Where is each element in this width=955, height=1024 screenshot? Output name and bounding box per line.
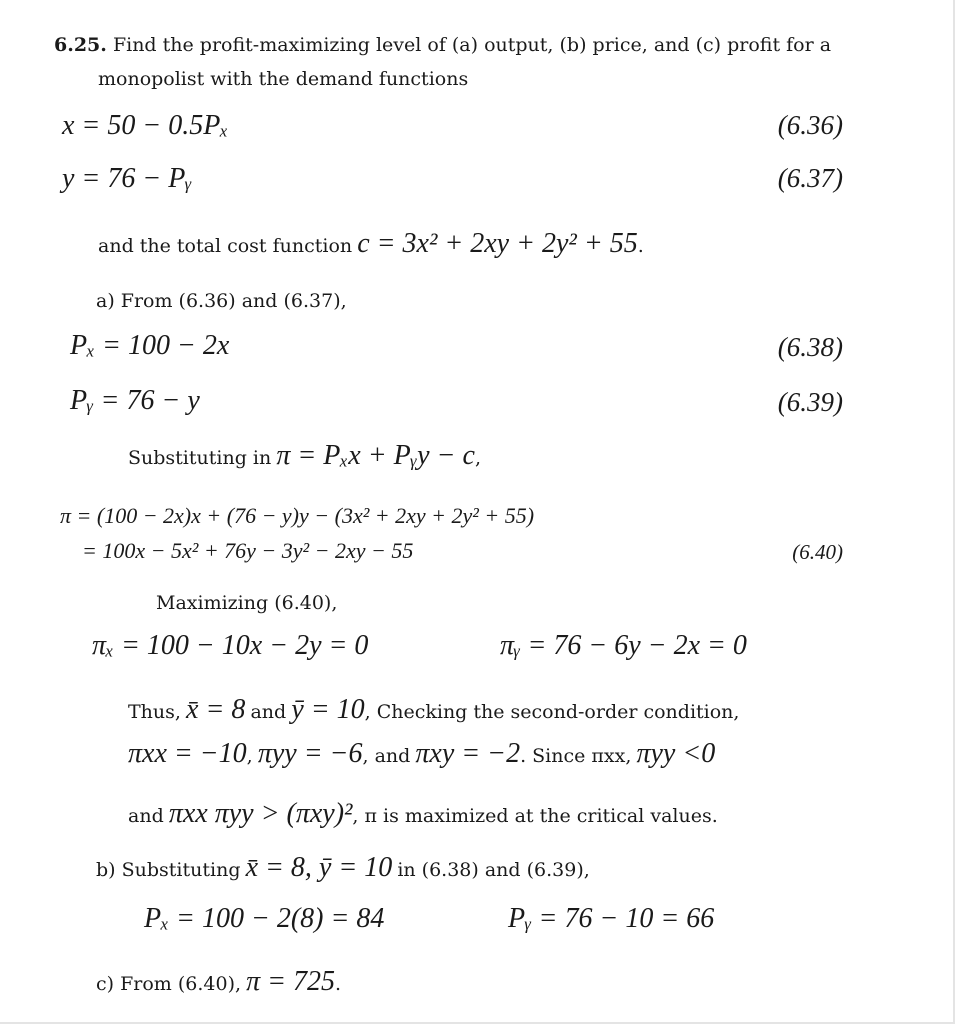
substituting-line: [128, 440, 481, 472]
demand-x-equation: x = 50 − 0.5Pₓ: [62, 110, 229, 141]
part-c-intro: c) From (6.40),: [96, 973, 242, 995]
profit-expansion-line1: π = (100 − 2x)x + (76 − y)y − (3x² + 2xy + 2y² + 55): [60, 503, 535, 528]
pixy-value: πxy = −2: [415, 738, 521, 769]
part-b-suffix: in (6.38) and (6.39),: [397, 859, 590, 881]
part-c-period: .: [335, 973, 342, 995]
profit-expansion-line2: = 100x − 5x² + 76y − 3y² − 2xy − 55: [82, 538, 414, 563]
critical-values: x̄ = 8, ȳ = 10: [245, 852, 393, 883]
problem-statement-line2: monopolist with the demand functions: [98, 68, 469, 90]
maximizing-label: Maximizing (6.40),: [156, 592, 338, 614]
foc-x-equation: πₓ = 100 − 10x − 2y = 0: [92, 630, 369, 661]
piyy-value: πyy = −6: [257, 738, 363, 769]
demand-y-equation: y = 76 − Pᵧ: [62, 163, 192, 194]
problem-statement-line1: [54, 34, 831, 56]
equation-tag-6-39: (6.39): [777, 387, 843, 417]
equation-tag-6-38: (6.38): [777, 332, 843, 362]
thus-line: [128, 694, 739, 726]
since-label: . Since πxx,: [520, 745, 632, 767]
problem-number: 6.25.: [54, 34, 107, 56]
substituting-label: Substituting in: [128, 447, 272, 469]
part-a-intro: a) From (6.36) and (6.37),: [96, 290, 347, 312]
and-label-3: and: [128, 805, 164, 827]
part-c-line: [96, 966, 341, 998]
and-label-1: and: [250, 701, 287, 723]
piyy-negative: πyy <0: [636, 738, 716, 769]
profit-definition: π = Pₓx + Pᵧy − c: [276, 440, 475, 471]
hessian-line: [128, 798, 718, 830]
conclusion-text: , π is maximized at the critical values.: [352, 805, 718, 827]
thus-label: Thus,: [128, 701, 181, 723]
px-result: Pₓ = 100 − 2(8) = 84: [144, 903, 385, 934]
xbar-value: x̄ = 8: [186, 694, 246, 725]
cost-equation: c = 3x² + 2xy + 2y² + 55: [357, 228, 638, 259]
py-equation: Pᵧ = 76 − y: [70, 385, 200, 416]
px-equation: Pₓ = 100 − 2x: [70, 330, 230, 361]
part-b-intro: b) Substituting: [96, 859, 241, 881]
check-label: , Checking the second-order condition,: [364, 701, 740, 723]
ybar-value: ȳ = 10: [291, 694, 365, 725]
and-label-2: , and: [362, 745, 411, 767]
cost-period: .: [637, 235, 644, 257]
pixx-value: πxx = −10: [128, 738, 247, 769]
profit-result: π = 725: [246, 966, 336, 997]
problem-text-1: Find the profit-maximizing level of (a) output, (b) price, and (c) profit for a: [112, 34, 832, 56]
equation-tag-6-36: (6.36): [777, 110, 843, 140]
hessian-condition: πxx πyy > (πxy)²: [168, 798, 353, 829]
cost-label: and the total cost function: [98, 235, 353, 257]
cost-line: [98, 228, 644, 260]
py-result: Pᵧ = 76 − 10 = 66: [508, 903, 715, 934]
part-b-line: [96, 852, 590, 884]
equation-tag-6-40: (6.40): [792, 540, 843, 564]
comma-2: ,: [246, 745, 253, 767]
second-order-line: [128, 738, 715, 770]
equation-tag-6-37: (6.37): [777, 163, 843, 193]
profit-definition-comma: ,: [474, 447, 481, 469]
foc-y-equation: πᵧ = 76 − 6y − 2x = 0: [500, 630, 747, 661]
